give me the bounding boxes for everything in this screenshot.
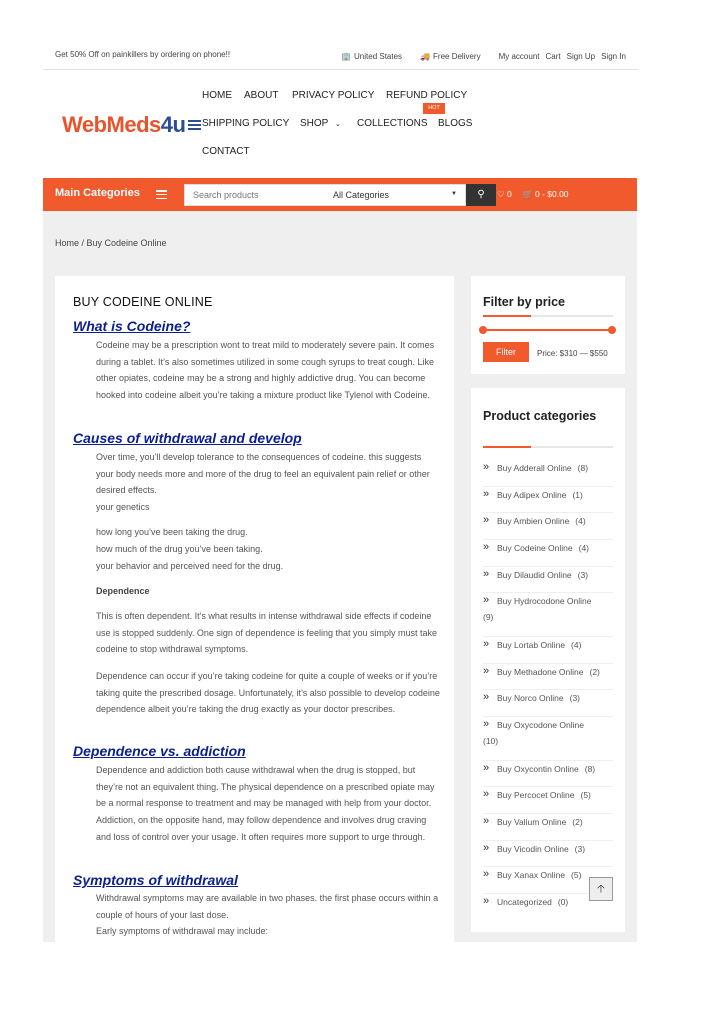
category-item[interactable]: » Buy Percocet Online (5): [483, 787, 613, 814]
heading-symptoms[interactable]: Symptoms of withdrawal: [73, 872, 238, 888]
category-item[interactable]: » Buy Adipex Online (1): [483, 487, 613, 514]
logo-text-webmeds: WebMeds: [62, 112, 161, 137]
promo-text: Get 50% Off on painkillers by ordering on phone!!: [55, 50, 231, 59]
hamburger-icon[interactable]: [188, 120, 201, 130]
page-title: BUY CODEINE ONLINE: [73, 295, 213, 309]
paragraph: your behavior and perceived need for the drug.: [96, 561, 284, 571]
category-item[interactable]: » Buy Oxycodone Online (10): [483, 717, 613, 761]
subheading-dependence: Dependence: [96, 586, 150, 596]
filter-button[interactable]: Filter: [483, 342, 529, 362]
nav-about[interactable]: ABOUT: [244, 90, 279, 101]
heading-causes[interactable]: Causes of withdrawal and develop: [73, 430, 302, 446]
paragraph: how long you’ve been taking the drug.: [96, 527, 248, 537]
nav-privacy-policy[interactable]: PRIVACY POLICY: [292, 90, 375, 101]
nav-shipping-policy[interactable]: SHIPPING POLICY: [202, 118, 290, 129]
cart-icon: 🛒: [522, 189, 533, 199]
heart-icon: ♡: [497, 189, 505, 199]
widget-title: Product categories: [483, 409, 597, 423]
search-input[interactable]: [185, 185, 315, 205]
category-item[interactable]: » Buy Norco Online (3): [483, 690, 613, 717]
price-range-label: Price: $310 — $550: [537, 349, 608, 358]
paragraph: how much of the drug you’ve been taking.: [96, 544, 263, 554]
category-item[interactable]: » Buy Hydrocodone Online (9): [483, 593, 613, 637]
country-link[interactable]: 🏢 United States: [341, 52, 403, 61]
nav-shop[interactable]: SHOP ⌄: [300, 118, 341, 129]
paragraph: your genetics: [96, 502, 150, 512]
category-item[interactable]: » Buy Ambien Online (4): [483, 513, 613, 540]
nav-home[interactable]: HOME: [202, 90, 232, 101]
logo-text-4u: 4u: [160, 112, 186, 137]
category-item[interactable]: » Buy Adderall Online (8): [483, 460, 613, 487]
paragraph: Over time, you’ll develop tolerance to the consequences of codeine. this suggests your body needs more and more of the drug to feel an equivalent pain relief or other desired effects.: [96, 452, 430, 496]
widget-title: Filter by price: [483, 295, 565, 309]
category-item[interactable]: » Buy Codeine Online (4): [483, 540, 613, 567]
paragraph: This is often dependent. It’s what results in intense withdrawal side effects if codeine use is stopped suddenly. One sign of dependence is feeling that you simply must take codeine to stop withdrawal symptoms.: [96, 611, 438, 655]
category-list: [483, 460, 613, 921]
category-item[interactable]: » Buy Vicodin Online (3): [483, 841, 613, 868]
truck-icon: 🚚: [420, 52, 431, 61]
category-item[interactable]: » Uncategorized (0): [483, 894, 613, 921]
category-select[interactable]: All Categories: [333, 190, 390, 200]
category-item[interactable]: » Buy Oxycontin Online (8): [483, 761, 613, 788]
filter-by-price-widget: [471, 276, 625, 374]
category-item[interactable]: » Buy Xanax Online (5): [483, 867, 613, 894]
category-search-bar: [43, 178, 637, 211]
nav-blogs[interactable]: BLOGS: [438, 118, 473, 129]
paragraph: Codeine may be a prescription wont to treat mild to moderately severe pain. It comes during a tablet. It’s also sometimes utilized in some cough syrups to treat cough. Like other opiates, codeine may be a strong and highly addictive drug. You can become hooked into codeine albeit you’re taking a mixture product like Tylenol with Codeine.: [96, 340, 435, 401]
wishlist-link[interactable]: ♡ 0: [497, 189, 512, 199]
article-card: [55, 276, 454, 956]
hot-badge: HOT: [423, 103, 445, 114]
category-item[interactable]: » Buy Methadone Online (2): [483, 664, 613, 691]
nav-refund-policy[interactable]: REFUND POLICY: [386, 90, 468, 101]
site-logo[interactable]: [62, 110, 201, 140]
signup-link[interactable]: Sign Up: [566, 52, 596, 61]
building-icon: 🏢: [341, 52, 352, 61]
category-item[interactable]: » Buy Lortab Online (4): [483, 637, 613, 664]
title-underline: [483, 446, 613, 448]
top-links: [341, 52, 626, 61]
delivery-link[interactable]: 🚚 Free Delivery: [420, 52, 481, 61]
divider: [43, 69, 638, 70]
chevron-down-icon: ⌄: [334, 121, 341, 128]
top-bar: [55, 50, 638, 70]
category-item[interactable]: » Buy Dilaudid Online (3): [483, 567, 613, 594]
slider-handle-max[interactable]: [608, 326, 616, 334]
paragraph: Withdrawal symptoms may are available in two phases. the first phase occurs within a couple of hours of your last dose.: [96, 893, 439, 920]
search-icon: ⚲: [477, 189, 485, 200]
menu-icon[interactable]: [156, 190, 167, 199]
nav-contact[interactable]: CONTACT: [202, 146, 250, 157]
nav-collections[interactable]: COLLECTIONS: [357, 118, 428, 129]
category-item[interactable]: » Buy Valium Online (2): [483, 814, 613, 841]
my-account-link[interactable]: My account: [498, 52, 540, 61]
breadcrumb: Home / Buy Codeine Online: [55, 238, 167, 248]
paragraph: Early symptoms of withdrawal may include:: [96, 926, 269, 936]
slider-handle-min[interactable]: [479, 326, 487, 334]
cart-link[interactable]: Cart: [545, 52, 561, 61]
caret-down-icon: ▼: [451, 191, 457, 197]
price-slider[interactable]: [483, 329, 612, 331]
arrow-up-icon: 🡡: [597, 883, 605, 895]
paragraph: Dependence and addiction both cause withdrawal when the drug is stopped, but they’re not an equivalent thing. The physical dependence on a prescribed opiate may be a normal response to treatment and may be managed with help from your doctor. Addiction, on the opposite hand, may follow dependence and involves drug craving and loss of control over your usage. It often requires more support to urge through.: [96, 765, 435, 842]
cart-summary[interactable]: 🛒 0 - $0.00: [522, 189, 569, 199]
heading-what-is-codeine[interactable]: What is Codeine?: [73, 318, 191, 334]
product-categories-widget: [471, 388, 625, 932]
search-button[interactable]: [466, 184, 496, 206]
signin-link[interactable]: Sign In: [601, 52, 626, 61]
main-categories-toggle[interactable]: Main Categories: [55, 187, 140, 199]
back-to-top-button[interactable]: [589, 877, 613, 901]
search-box: [184, 184, 466, 206]
heading-dependence-vs-addiction[interactable]: Dependence vs. addiction: [73, 743, 246, 759]
paragraph: Dependence can occur if you’re taking codeine for quite a couple of weeks or if you’re taking quite the prescribed dosage. Unfortunately, it’s also possible to develop codeine dependence albeit you’re taking the drug exactly as your doctor prescribes.: [96, 671, 440, 715]
title-underline: [483, 315, 613, 317]
